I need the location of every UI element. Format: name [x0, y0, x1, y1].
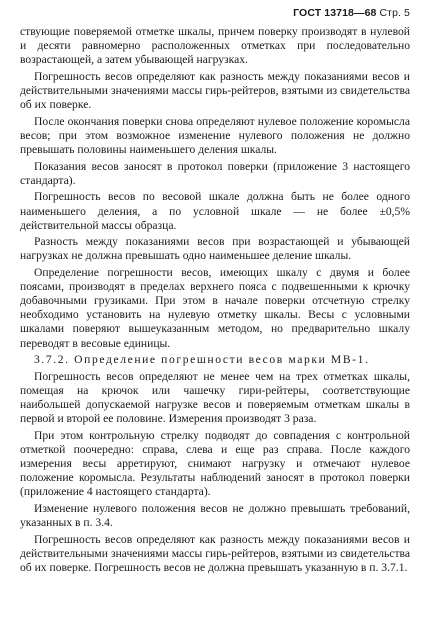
paragraph: При этом контрольную стрелку подводят до совпадения с контрольной отметкой поочередно: справа, слева и еще раз справа. После каждого измерения весы арретируют, снимают нагрузку и отмечают нулевое положение коромысла. Результаты наблюдений заносят в протокол поверки (приложение 4 настоящего стандарта).	[20, 428, 410, 499]
paragraph: Погрешность весов по весовой шкале должна быть не более одного наименьшего деления, а по условной шкале — не более ±0,5% действительной массы образца.	[20, 190, 410, 232]
paragraph: После окончания поверки снова определяют нулевое положение коромысла весов; при этом возможное изменение нулевого положения не должно превышать половины наименьшего деления шкалы.	[20, 114, 410, 156]
paragraph: Погрешность весов определяют не менее чем на трех отметках шкалы, помещая на крючок или чашечку гири-рейтеры, соответствующие наибольшей допускаемой нагрузке весов и поверяемым отметкам шкалы в первой и второй ее половине. Измерения производят 3 раза.	[20, 369, 410, 426]
page-header	[293, 7, 410, 19]
standard-number: ГОСТ 13718—68	[293, 7, 377, 19]
paragraph: ствующие поверяемой отметке шкалы, причем поверку производят в нулевой и десяти равномерно расположенных отметках при последовательно возрастающей, а затем убывающей нагрузках.	[20, 25, 410, 67]
paragraph: Погрешность весов определяют как разность между показаниями весов и действительными значениями массы гирь-рейтеров, взятыми из свидетельства об их поверке. Погрешность весов не должна превышать указанную в п. 3.7.1.	[20, 532, 410, 574]
paragraph: Разность между показаниями весов при возрастающей и убывающей нагрузках не должна превышать одно наименьшее деление шкалы.	[20, 235, 410, 263]
paragraph: Показания весов заносят в протокол поверки (приложение 3 настоящего стандарта).	[20, 159, 410, 187]
section-heading: 3.7.2. Определение погрешности весов марки МВ-1.	[34, 353, 370, 367]
paragraph: Определение погрешности весов, имеющих шкалу с двумя и более поясами, производят в пределах верхнего пояса с подвешенными к крючку добавочными грузиками. При этом в начале поверки отсчетную стрелку необходимо установить на нулевую отметку шкалы. Весы с условными шкалами поверяют вышеуказанным методом, но предварительно шкалу переводят в весовые единицы.	[20, 266, 410, 350]
paragraph: Изменение нулевого положения весов не должно превышать требований, указанных в п. 3.4.	[20, 501, 410, 530]
document-body	[20, 25, 410, 578]
paragraph: Погрешность весов определяют как разность между показаниями весов и действительными значениями массы гирь-рейтеров, взятыми из свидетельства об их поверке.	[20, 69, 410, 112]
page-number: Стр. 5	[379, 7, 410, 19]
